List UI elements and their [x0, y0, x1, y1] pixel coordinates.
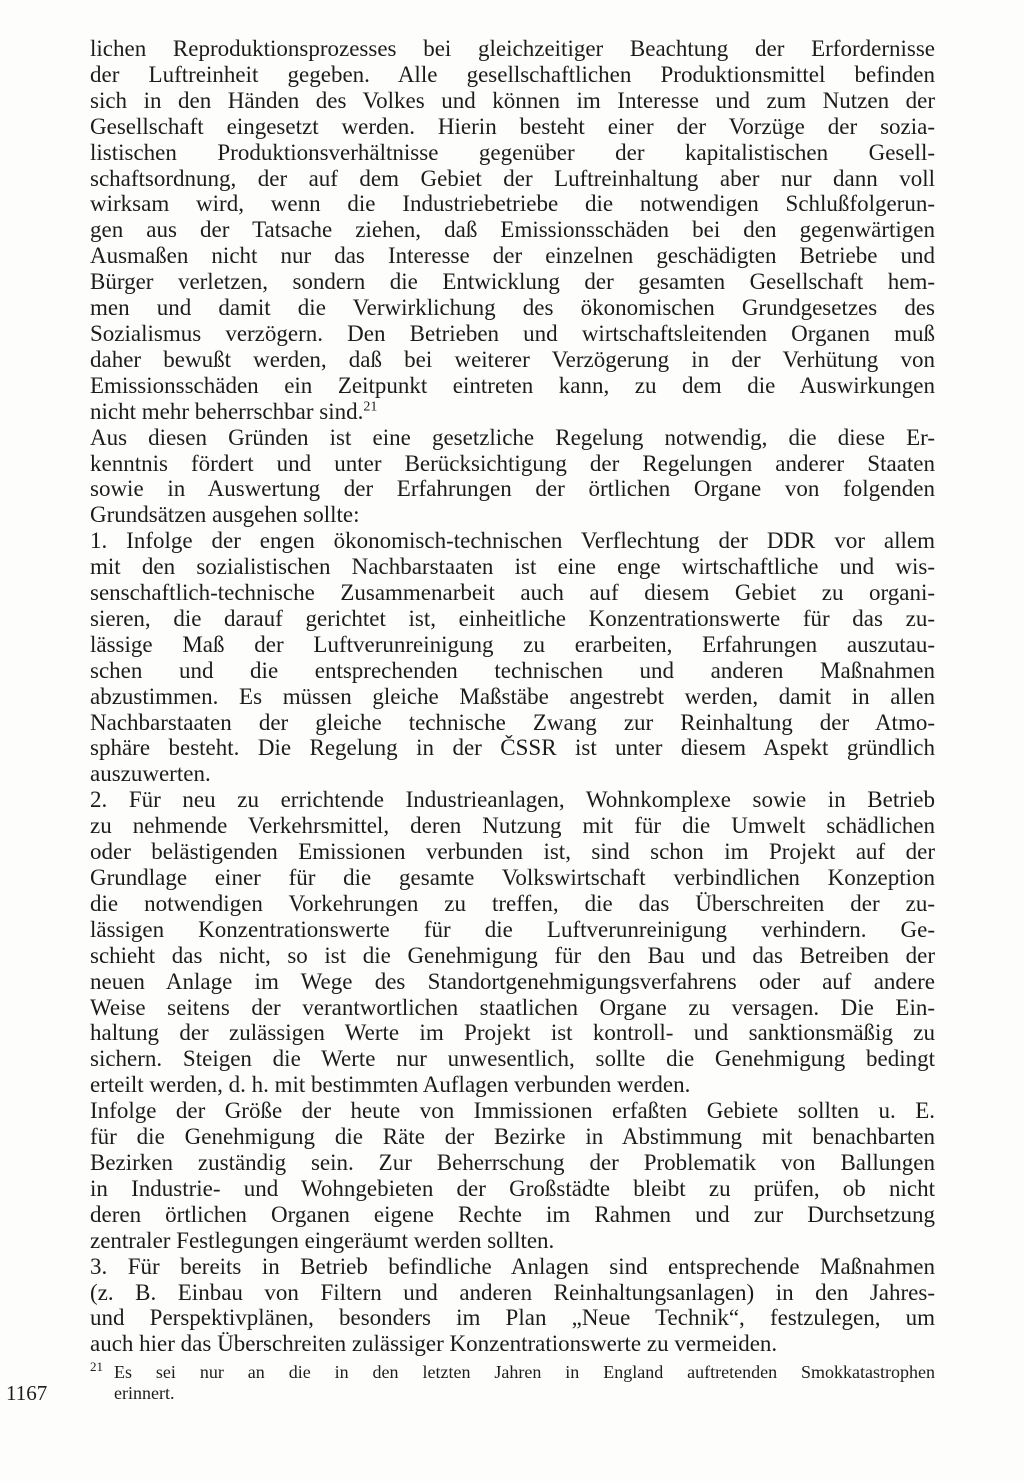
text-line-content: Emissionsschäden ein Zeitpunkt eintreten kann, zu dem die Auswirkungen [90, 372, 935, 398]
text-line-content: neuen Anlage im Wege des Standortgenehmigungsverfahrens oder auf andere [90, 968, 935, 994]
text-line [90, 1176, 935, 1202]
text-line [90, 140, 935, 166]
text-line [90, 88, 935, 114]
text-line [90, 528, 935, 554]
text-line-content: nicht mehr beherrschbar sind. [90, 398, 364, 424]
text-line [90, 399, 935, 425]
footnote-number: 21 [90, 1359, 103, 1374]
text-line-content: für die Genehmigung die Räte der Bezirke in Abstimmung mit benachbarten [90, 1124, 935, 1150]
text-line [90, 1150, 935, 1176]
text-line-content: Bezirken zuständig sein. Zur Beherrschung der Problematik von Ballungen [90, 1149, 935, 1175]
text-line [90, 658, 935, 684]
text-line-content: deren örtlichen Organen eigene Rechte im Rahmen und zur Durchsetzung [90, 1201, 935, 1227]
text-line-content: lichen Reproduktionsprozesses bei gleichzeitiger Beachtung der Erfordernisse [90, 36, 935, 61]
text-line-content: auch hier das Überschreiten zulässiger Konzentrationswerte zu vermeiden. [90, 1331, 778, 1357]
text-line-content: und Perspektivplänen, besonders im Plan „Neue Technik“, festzulegen, um [90, 1305, 935, 1331]
text-line [90, 787, 935, 813]
footnote [90, 1359, 935, 1404]
text-line-content: Aus diesen Gründen ist eine gesetzliche Regelung notwendig, die diese Er- [90, 424, 935, 450]
body-text [90, 36, 935, 1357]
text-line-content: sowie in Auswertung der Erfahrungen der örtlichen Organe von folgenden [90, 476, 935, 502]
text-line [90, 943, 935, 969]
text-line [90, 1072, 935, 1098]
text-line [90, 891, 935, 917]
text-line [90, 813, 935, 839]
text-line [90, 1046, 935, 1072]
text-line [90, 839, 935, 865]
text-line-content: schen und die entsprechenden technischen und anderen Maßnahmen [90, 657, 935, 683]
text-line-content: der Luftreinheit gegeben. Alle gesellschaftlichen Produktionsmittel befinden [90, 61, 935, 87]
text-line-content: Grundlage einer für die gesamte Volkswirtschaft verbindlichen Konzeption [90, 865, 935, 890]
footnote-line: erinnert. [114, 1383, 175, 1403]
text-line [90, 217, 935, 243]
text-line [90, 1254, 935, 1280]
text-line [90, 166, 935, 192]
text-line-content: haltung der zulässigen Werte im Projekt ist kontroll- und sanktionsmäßig zu [90, 1020, 935, 1046]
text-line [90, 36, 935, 62]
text-line [90, 580, 935, 606]
text-line-content: daher bewußt werden, daß bei weiterer Verzögerung in der Verhütung von [90, 346, 935, 372]
text-line-content: lässige Maß der Luftverunreinigung zu erarbeiten, Erfahrungen auszutau- [90, 631, 935, 657]
text-line-content: erteilt werden, d. h. mit bestimmten Auflagen verbunden werden. [90, 1072, 691, 1098]
text-line [90, 62, 935, 88]
text-line-content: Ausmaßen nicht nur das Interesse der einzelnen geschädigten Betriebe und [90, 243, 935, 269]
text-line-content: schieht das nicht, so ist die Genehmigung für den Bau und das Betreiben der [90, 942, 935, 968]
text-line [90, 1098, 935, 1124]
text-line [90, 1202, 935, 1228]
text-line [90, 269, 935, 295]
footnote-line: Es sei nur an die in den letzten Jahren in England auftretenden Smokkatastrophen [114, 1362, 935, 1382]
text-line [90, 684, 935, 710]
text-line [90, 969, 935, 995]
text-line [90, 1020, 935, 1046]
text-line-content: kenntnis fördert und unter Berücksichtigung der Regelungen anderer Staaten [90, 450, 935, 476]
text-line-content: gen aus der Tatsache ziehen, daß Emissionsschäden bei den gegenwärtigen [90, 217, 935, 243]
text-line [90, 451, 935, 477]
text-line-content: sieren, die darauf gerichtet ist, einheitliche Konzentrationswerte für das zu- [90, 605, 935, 631]
footnote-reference: 21 [363, 399, 378, 415]
page-number: 1167 [6, 1381, 48, 1405]
text-line [90, 865, 935, 891]
text-line-content: 3. Für bereits in Betrieb befindliche Anlagen sind entsprechende Maßnahmen [90, 1253, 935, 1279]
text-line [90, 114, 935, 140]
text-line-content: men und damit die Verwirklichung des ökonomischen Grundgesetzes des [90, 295, 935, 321]
text-line-content: (z. B. Einbau von Filtern und anderen Reinhaltungsanlagen) in den Jahres- [90, 1279, 935, 1305]
text-line-content: mit den sozialistischen Nachbarstaaten ist eine enge wirtschaftliche und wis- [90, 554, 935, 580]
text-line [90, 917, 935, 943]
text-line-content: wirksam wird, wenn die Industriebetriebe die notwendigen Schlußfolgerun- [90, 191, 935, 217]
text-line [90, 710, 935, 736]
text-line [90, 1305, 935, 1331]
text-line [90, 425, 935, 451]
text-line [90, 321, 935, 347]
text-line [90, 554, 935, 580]
text-line [90, 1280, 935, 1306]
text-line [90, 1228, 935, 1254]
text-line [90, 1331, 935, 1357]
text-line [90, 632, 935, 658]
text-line-content: 1. Infolge der engen ökonomisch-technischen Verflechtung der DDR vor allem [90, 528, 935, 554]
text-line [90, 1124, 935, 1150]
text-line [90, 476, 935, 502]
text-line-content: sichern. Steigen die Werte nur unwesentlich, sollte die Genehmigung bedingt [90, 1046, 935, 1072]
text-line-content: 2. Für neu zu errichtende Industrieanlagen, Wohnkomplexe sowie in Betrieb [90, 787, 935, 813]
text-line-content: senschaftlich-technische Zusammenarbeit auch auf diesem Gebiet zu organi- [90, 580, 935, 606]
text-line [90, 995, 935, 1021]
text-line [90, 295, 935, 321]
text-line-content: Sozialismus verzögern. Den Betrieben und wirtschaftsleitenden Organen muß [90, 320, 935, 346]
text-line-content: listischen Produktionsverhältnisse gegenüber der kapitalistischen Gesell- [90, 139, 935, 165]
text-line [90, 243, 935, 269]
text-line-content: auszuwerten. [90, 761, 211, 787]
text-line-content: Grundsätzen ausgehen sollte: [90, 502, 360, 528]
text-line-content: sich in den Händen des Volkes und können im Interesse und zum Nutzen der [90, 87, 935, 113]
text-line-content: die notwendigen Vorkehrungen zu treffen, die das Überschreiten der zu- [90, 890, 935, 916]
text-line-content: zu nehmende Verkehrsmittel, deren Nutzung mit für die Umwelt schädlichen [90, 813, 935, 839]
text-line-content: schaftsordnung, der auf dem Gebiet der Luftreinhaltung aber nur dann voll [90, 165, 935, 191]
text-line-content: oder belästigenden Emissionen verbunden ist, sind schon im Projekt auf der [90, 839, 935, 865]
text-line [90, 606, 935, 632]
text-line-content: Bürger verletzen, sondern die Entwicklung der gesamten Gesellschaft hem- [90, 269, 935, 295]
text-line-content: Infolge der Größe der heute von Immissionen erfaßten Gebiete sollten u. E. [90, 1098, 935, 1124]
text-line-content: Weise seitens der verantwortlichen staatlichen Organe zu versagen. Die Ein- [90, 994, 935, 1020]
text-line [90, 502, 935, 528]
text-line-content: zentraler Festlegungen eingeräumt werden sollten. [90, 1227, 555, 1253]
text-line [90, 761, 935, 787]
text-line [90, 735, 935, 761]
text-line-content: sphäre besteht. Die Regelung in der ČSSR ist unter diesem Aspekt gründlich [90, 735, 935, 761]
text-line-content: lässigen Konzentrationswerte für die Luftverunreinigung verhindern. Ge- [90, 916, 935, 942]
text-line-content: Nachbarstaaten der gleiche technische Zwang zur Reinhaltung der Atmo- [90, 709, 935, 735]
text-line [90, 347, 935, 373]
text-line-content: in Industrie- und Wohngebieten der Großstädte bleibt zu prüfen, ob nicht [90, 1175, 935, 1201]
text-line-content: abzustimmen. Es müssen gleiche Maßstäbe angestrebt werden, damit in allen [90, 683, 935, 709]
text-line [90, 373, 935, 399]
text-line-content: Gesellschaft eingesetzt werden. Hierin besteht einer der Vorzüge der sozia- [90, 113, 935, 139]
text-line [90, 191, 935, 217]
